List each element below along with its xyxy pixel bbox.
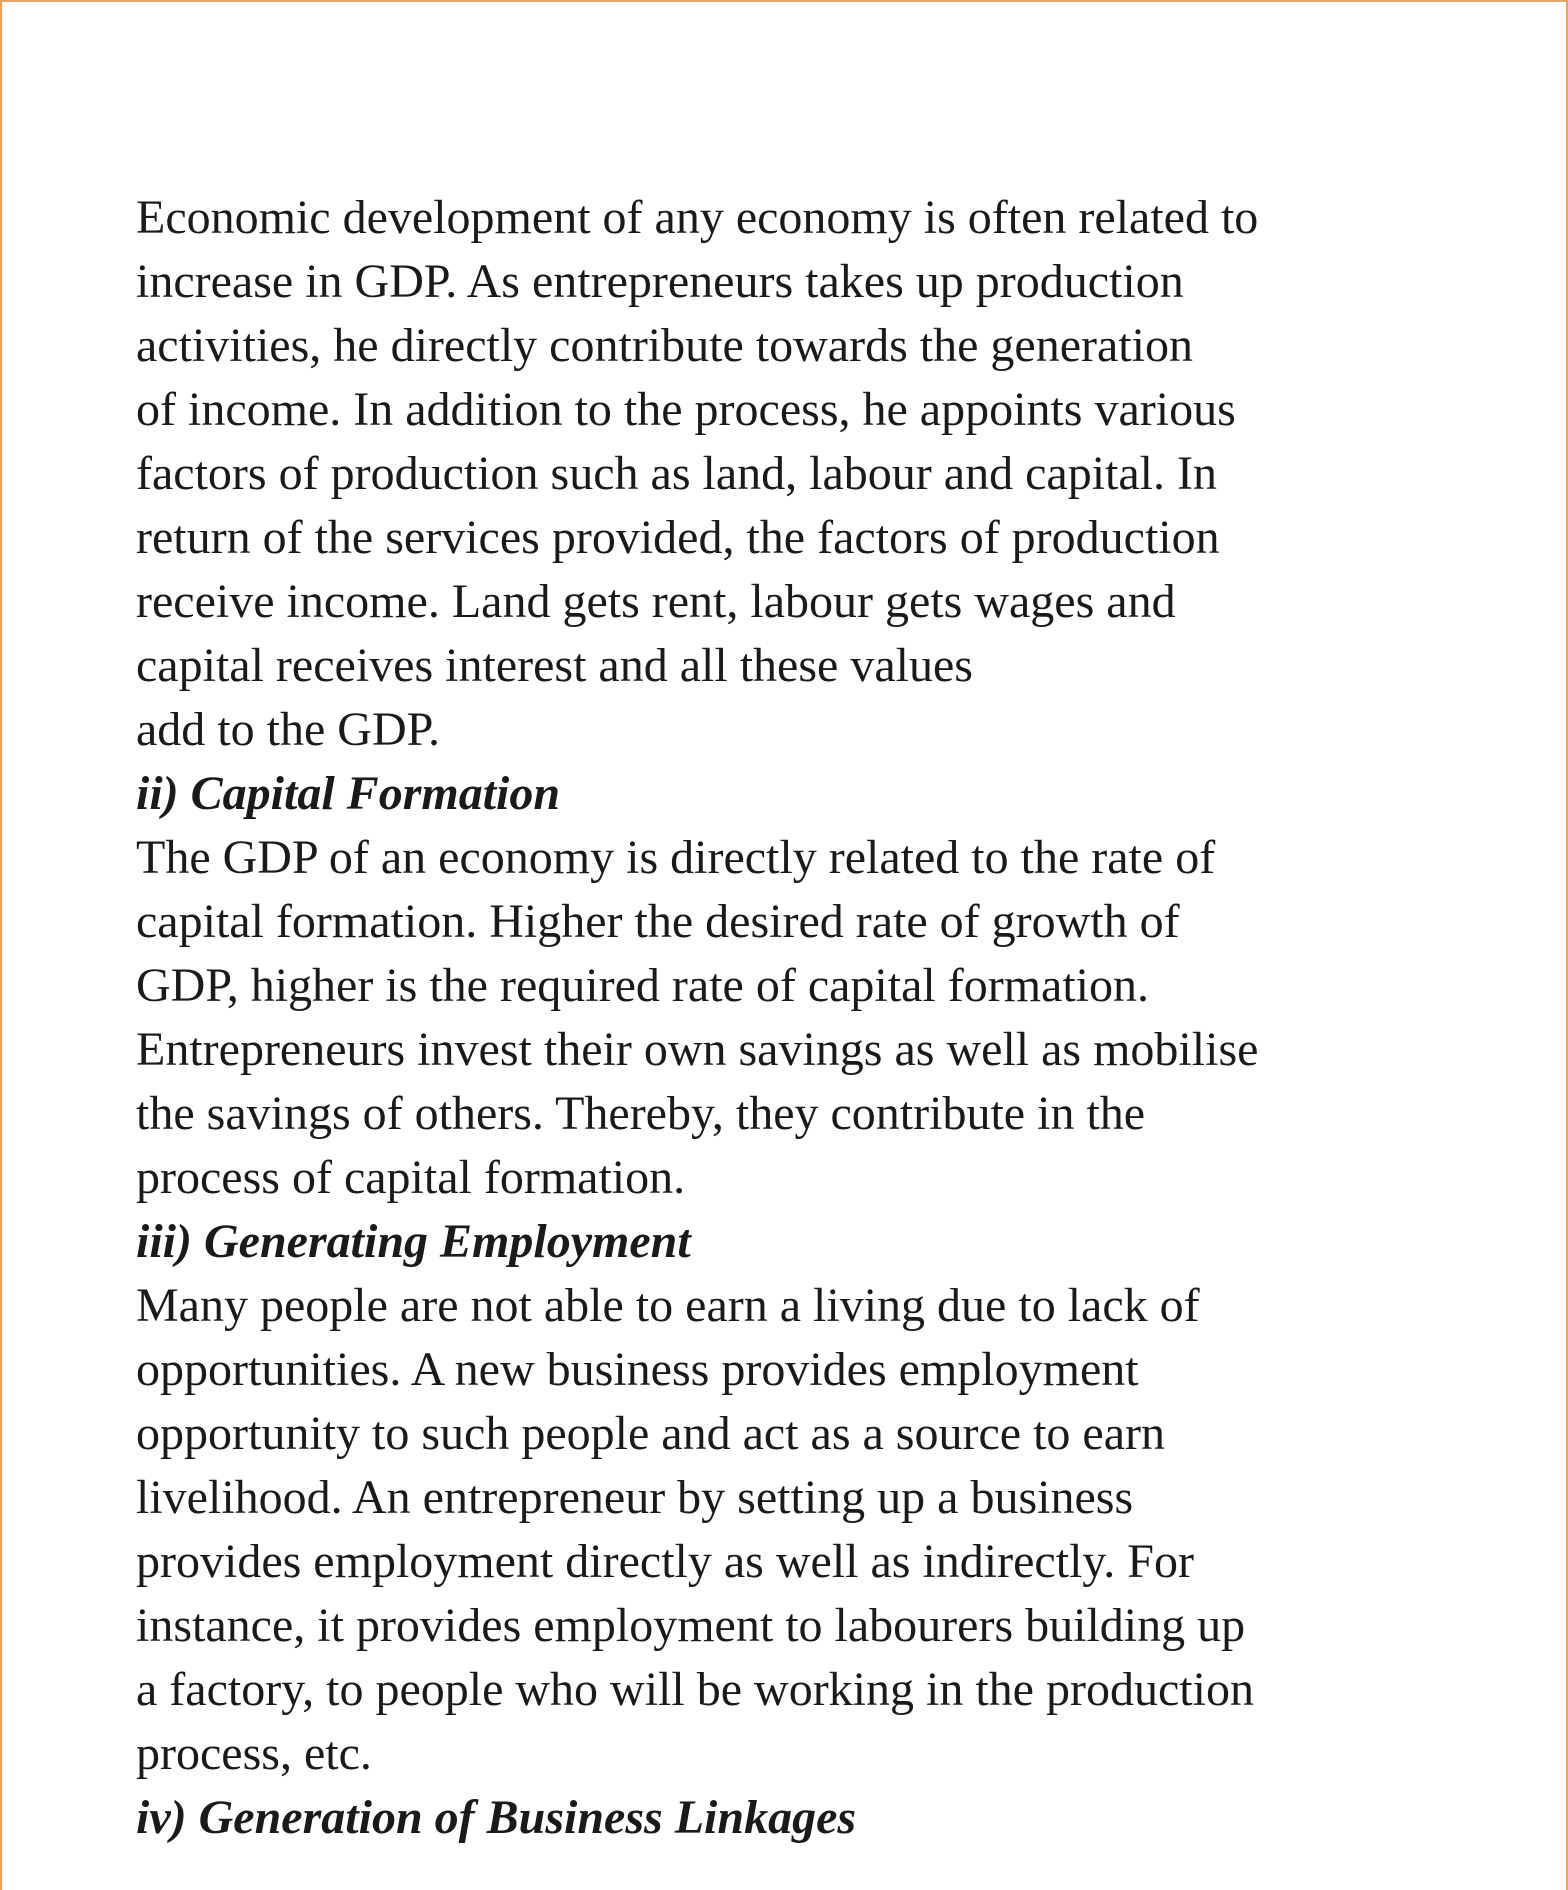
document-body (136, 186, 1466, 1850)
paragraph-line: the savings of others. Thereby, they contribute in the (136, 1087, 1146, 1140)
section-heading-generating-employment: iii) Generating Employment (136, 1215, 691, 1268)
paragraph-line: Entrepreneurs invest their own savings as well as mobilise (136, 1023, 1259, 1076)
paragraph-line: The GDP of an economy is directly related to the rate of (136, 831, 1216, 884)
paragraph-line: opportunities. A new business provides employment (136, 1343, 1139, 1396)
paragraph-line: activities, he directly contribute towards the generation (136, 319, 1193, 372)
paragraph-line: add to the GDP. (136, 703, 440, 756)
paragraph-line: return of the services provided, the factors of production (136, 511, 1220, 564)
section-heading-business-linkages: iv) Generation of Business Linkages (136, 1791, 857, 1844)
paragraph-line: opportunity to such people and act as a source to earn (136, 1407, 1165, 1460)
section-heading-capital-formation: ii) Capital Formation (136, 767, 561, 820)
paragraph-line: of income. In addition to the process, he appoints various (136, 383, 1236, 436)
paragraph-line: capital formation. Higher the desired rate of growth of (136, 895, 1180, 948)
paragraph-line: a factory, to people who will be working in the production (136, 1663, 1254, 1716)
paragraph-line: process, etc. (136, 1727, 372, 1780)
paragraph-line: instance, it provides employment to labourers building up (136, 1599, 1246, 1652)
paragraph-line: Many people are not able to earn a living due to lack of (136, 1279, 1200, 1332)
paragraph-line: provides employment directly as well as indirectly. For (136, 1535, 1194, 1588)
paragraph-line: process of capital formation. (136, 1151, 686, 1204)
paragraph-line: GDP, higher is the required rate of capital formation. (136, 959, 1150, 1012)
paragraph-line: capital receives interest and all these values (136, 639, 973, 692)
paragraph-line: livelihood. An entrepreneur by setting up a business (136, 1471, 1134, 1524)
paragraph-line: receive income. Land gets rent, labour gets wages and (136, 575, 1176, 628)
paragraph-line: increase in GDP. As entrepreneurs takes up production (136, 255, 1184, 308)
paragraph-line: Economic development of any economy is often related to (136, 191, 1259, 244)
paragraph-line: factors of production such as land, labour and capital. In (136, 447, 1217, 500)
